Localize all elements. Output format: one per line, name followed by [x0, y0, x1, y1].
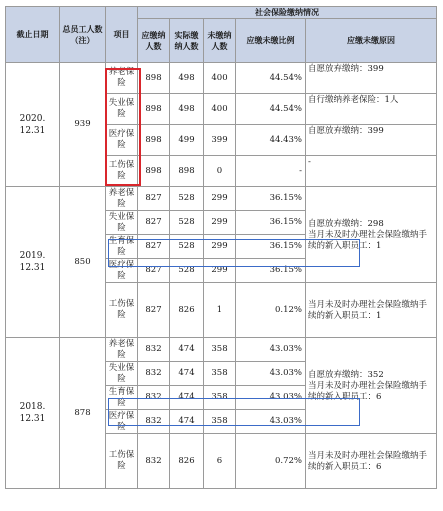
- ratio-cell: 44.43%: [236, 125, 306, 156]
- ratio-cell: 36.15%: [236, 235, 306, 259]
- header-total-staff: 总员工人数（注）: [60, 7, 106, 63]
- actual-cell: 474: [170, 410, 204, 434]
- header-should-pay: 应缴纳人数: [138, 19, 170, 63]
- should-cell: 832: [138, 338, 170, 362]
- item-cell: 医疗保险: [106, 125, 138, 156]
- item-cell: 生育保险: [106, 235, 138, 259]
- reason-cell: 当月未及时办理社会保险缴纳手续的新入职员工：6: [306, 434, 437, 489]
- unpaid-cell: 400: [204, 94, 236, 125]
- actual-cell: 528: [170, 235, 204, 259]
- header-date: 截止日期: [6, 7, 60, 63]
- should-cell: 898: [138, 94, 170, 125]
- ratio-cell: -: [236, 156, 306, 187]
- item-cell: 养老保险: [106, 187, 138, 211]
- reason-cell: 自愿放弃缴纳：399: [306, 125, 437, 156]
- reason-cell: 自行缴纳养老保险：1人: [306, 94, 437, 125]
- item-cell: 生育保险: [106, 386, 138, 410]
- unpaid-cell: 0: [204, 156, 236, 187]
- header-reason: 应缴未缴原因: [306, 19, 437, 63]
- reason-cell: 自愿放弃缴纳：399: [306, 63, 437, 94]
- header-item: 项目: [106, 7, 138, 63]
- actual-cell: 826: [170, 283, 204, 338]
- actual-cell: 498: [170, 94, 204, 125]
- ratio-cell: 44.54%: [236, 94, 306, 125]
- ratio-cell: 43.03%: [236, 410, 306, 434]
- should-cell: 832: [138, 434, 170, 489]
- date-cell: 2019. 12.31: [6, 187, 60, 338]
- ratio-cell: 43.03%: [236, 338, 306, 362]
- item-cell: 失业保险: [106, 211, 138, 235]
- actual-cell: 474: [170, 362, 204, 386]
- social-insurance-table: [5, 6, 437, 489]
- item-cell: 医疗保险: [106, 410, 138, 434]
- unpaid-cell: 299: [204, 187, 236, 211]
- unpaid-cell: 400: [204, 63, 236, 94]
- header-not-paid: 未缴纳人数: [204, 19, 236, 63]
- unpaid-cell: 1: [204, 283, 236, 338]
- ratio-cell: 43.03%: [236, 362, 306, 386]
- header-actual-pay: 实际缴纳人数: [170, 19, 204, 63]
- item-cell: 失业保险: [106, 94, 138, 125]
- actual-cell: 499: [170, 125, 204, 156]
- actual-cell: 498: [170, 63, 204, 94]
- ratio-cell: 43.03%: [236, 386, 306, 410]
- ratio-cell: 36.15%: [236, 211, 306, 235]
- unpaid-cell: 6: [204, 434, 236, 489]
- reason-cell: 自愿放弃缴纳：352 当月未及时办理社会保险缴纳手续的新入职员工：6: [306, 338, 437, 434]
- item-cell: 失业保险: [106, 362, 138, 386]
- should-cell: 827: [138, 283, 170, 338]
- should-cell: 832: [138, 410, 170, 434]
- actual-cell: 898: [170, 156, 204, 187]
- actual-cell: 474: [170, 338, 204, 362]
- unpaid-cell: 358: [204, 362, 236, 386]
- date-cell: 2018. 12.31: [6, 338, 60, 489]
- header-ratio: 应缴未缴比例: [236, 19, 306, 63]
- date-cell: 2020. 12.31: [6, 63, 60, 187]
- unpaid-cell: 399: [204, 125, 236, 156]
- total-cell: 850: [60, 187, 106, 338]
- ratio-cell: 0.72%: [236, 434, 306, 489]
- ratio-cell: 36.15%: [236, 187, 306, 211]
- unpaid-cell: 358: [204, 386, 236, 410]
- reason-cell: 当月未及时办理社会保险缴纳手续的新入职员工：1: [306, 283, 437, 338]
- actual-cell: 528: [170, 259, 204, 283]
- ratio-cell: 44.54%: [236, 63, 306, 94]
- should-cell: 898: [138, 125, 170, 156]
- unpaid-cell: 299: [204, 259, 236, 283]
- unpaid-cell: 299: [204, 211, 236, 235]
- item-cell: 工伤保险: [106, 283, 138, 338]
- actual-cell: 474: [170, 386, 204, 410]
- ratio-cell: 0.12%: [236, 283, 306, 338]
- item-cell: 工伤保险: [106, 156, 138, 187]
- item-cell: 养老保险: [106, 63, 138, 94]
- reason-cell: -: [306, 156, 437, 187]
- unpaid-cell: 358: [204, 410, 236, 434]
- item-cell: 工伤保险: [106, 434, 138, 489]
- item-cell: 养老保险: [106, 338, 138, 362]
- unpaid-cell: 358: [204, 338, 236, 362]
- item-cell: 医疗保险: [106, 259, 138, 283]
- should-cell: 827: [138, 211, 170, 235]
- table-row: [6, 338, 437, 362]
- ratio-cell: 36.15%: [236, 259, 306, 283]
- actual-cell: 528: [170, 187, 204, 211]
- should-cell: 898: [138, 156, 170, 187]
- unpaid-cell: 299: [204, 235, 236, 259]
- should-cell: 832: [138, 362, 170, 386]
- table-row: [6, 63, 437, 94]
- actual-cell: 528: [170, 211, 204, 235]
- table-row: [6, 187, 437, 211]
- total-cell: 939: [60, 63, 106, 187]
- total-cell: 878: [60, 338, 106, 489]
- should-cell: 827: [138, 235, 170, 259]
- actual-cell: 826: [170, 434, 204, 489]
- reason-cell: 自愿放弃缴纳：298 当月未及时办理社会保险缴纳手续的新入职员工：1: [306, 187, 437, 283]
- should-cell: 832: [138, 386, 170, 410]
- should-cell: 898: [138, 63, 170, 94]
- should-cell: 827: [138, 187, 170, 211]
- should-cell: 827: [138, 259, 170, 283]
- header-group: 社会保险缴纳情况: [138, 7, 437, 19]
